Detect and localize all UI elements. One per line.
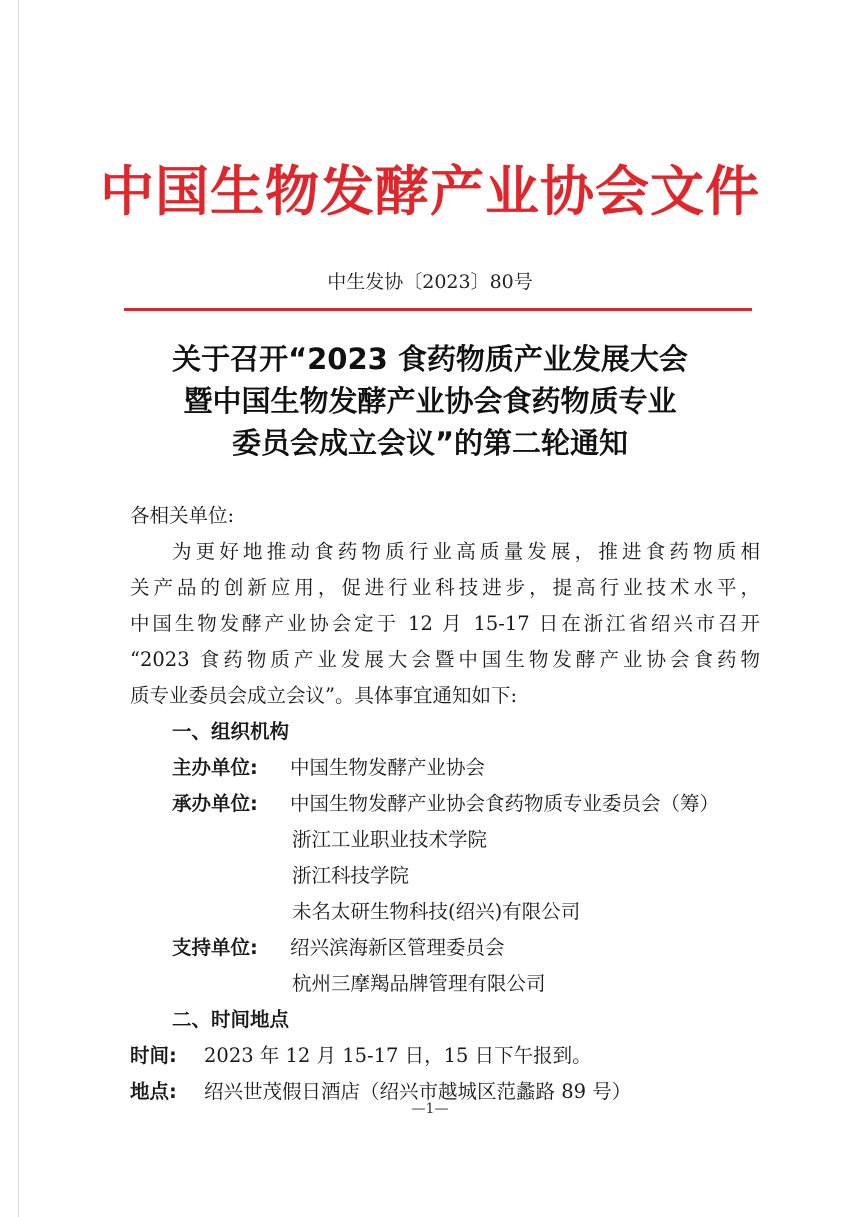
red-divider-line	[124, 308, 752, 311]
intro-line: 中国生物发酵产业协会定于 12 月 15-17 日在浙江省绍兴市召开	[130, 612, 760, 635]
organizer-row	[130, 858, 760, 894]
organizer-value: 中国生物发酵产业协会食药物质专业委员会（筹）	[290, 792, 720, 815]
organizer-value: 浙江工业职业技术学院	[292, 828, 488, 851]
supporter-label: 支持单位:	[172, 936, 258, 959]
intro-line: 为更好地推动食药物质行业高质量发展，推进食药物质相	[172, 540, 760, 563]
intro-line: 质专业委员会成立会议”。具体事宜通知如下:	[130, 684, 518, 707]
notice-title-line: 关于召开“2023 食药物质产业发展大会	[172, 342, 688, 376]
intro-line: “2023 食药物质产业发展大会暨中国生物发酵产业协会食药物	[130, 648, 760, 671]
supporter-value: 绍兴滨海新区管理委员会	[290, 936, 505, 959]
salutation: 各相关单位:	[130, 504, 235, 527]
time-value: 2023 年 12 月 15-17 日，15 日下午报到。	[204, 1044, 592, 1067]
notice-title	[0, 338, 860, 464]
intro-line: 关产品的创新应用，促进行业科技进步，提高行业技术水平，	[130, 576, 760, 599]
notice-body	[130, 498, 760, 1110]
section-heading-organization: 一、组织机构	[172, 720, 290, 743]
document-header-title: 中国生物发酵产业协会文件	[100, 160, 760, 223]
host-label: 主办单位:	[172, 756, 258, 779]
organizer-row	[130, 786, 760, 822]
time-label: 时间:	[130, 1044, 177, 1067]
place-label: 地点:	[130, 1080, 177, 1103]
notice-title-line: 暨中国生物发酵产业协会食药物质专业	[183, 384, 677, 418]
organizer-label: 承办单位:	[172, 792, 258, 815]
document-number: 中生发协〔2023〕80号	[327, 271, 533, 293]
organizer-row	[130, 894, 760, 930]
supporter-value: 杭州三摩羯品牌管理有限公司	[292, 972, 546, 995]
organizer-value: 浙江科技学院	[292, 864, 410, 887]
organizer-row	[130, 822, 760, 858]
host-row	[130, 750, 760, 786]
place-value: 绍兴世茂假日酒店（绍兴市越城区范蠡路 89 号）	[204, 1080, 632, 1103]
page-number: —1—	[411, 1101, 449, 1117]
section-heading-time-place: 二、时间地点	[172, 1008, 290, 1031]
supporter-row	[130, 930, 760, 966]
host-value: 中国生物发酵产业协会	[290, 756, 486, 779]
notice-title-line: 委员会成立会议”的第二轮通知	[231, 426, 629, 460]
supporter-row	[130, 966, 760, 1002]
time-row	[130, 1038, 760, 1074]
organizer-value: 未名太研生物科技(绍兴)有限公司	[292, 900, 581, 923]
